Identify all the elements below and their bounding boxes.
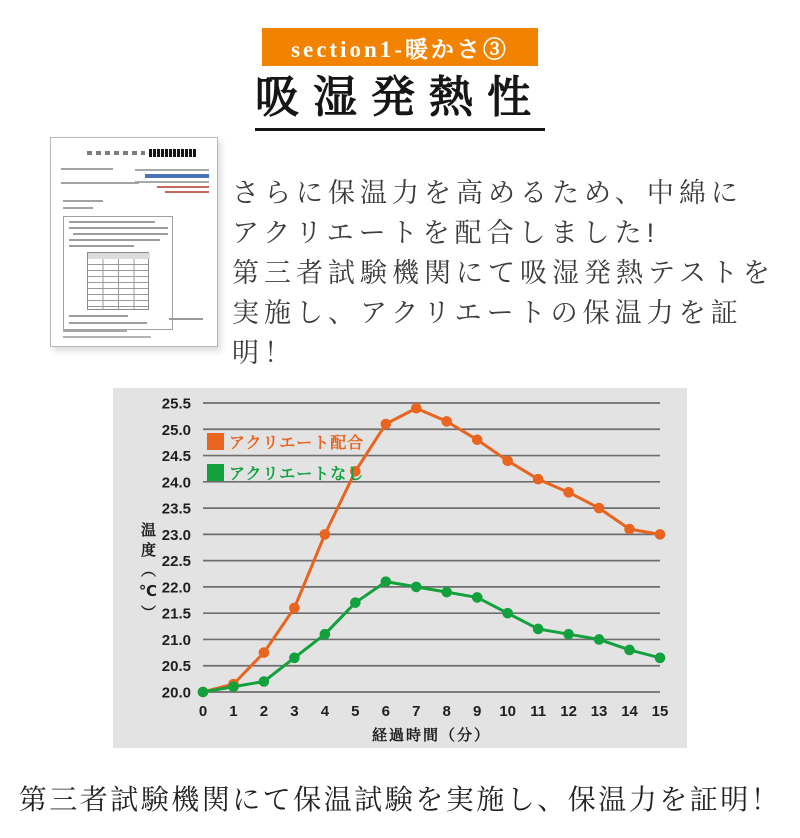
- report-signature-line: [169, 318, 203, 320]
- legend-row-no-acreate: [207, 461, 364, 484]
- svg-text:21.0: 21.0: [161, 632, 191, 650]
- legend-row-acreate: [207, 430, 364, 453]
- report-text-line: [63, 207, 93, 209]
- legend-swatch-orange-icon: [207, 433, 224, 450]
- report-table-header: [88, 253, 150, 259]
- svg-text:24.5: 24.5: [161, 448, 191, 466]
- svg-text:22.0: 22.0: [161, 579, 191, 597]
- svg-text:25.5: 25.5: [161, 395, 191, 413]
- svg-text:23.0: 23.0: [161, 527, 191, 545]
- svg-text:23.5: 23.5: [161, 500, 191, 518]
- report-text-line: [63, 336, 151, 338]
- svg-text:10: 10: [499, 703, 517, 721]
- svg-text:24.0: 24.0: [161, 474, 191, 492]
- svg-text:14: 14: [621, 703, 638, 721]
- report-stamp-red: [157, 186, 209, 188]
- report-text-line: [61, 182, 139, 184]
- svg-text:13: 13: [590, 703, 608, 721]
- report-header-block: [135, 166, 209, 193]
- svg-text:3: 3: [290, 703, 299, 721]
- description-line: 第三者試験機関にて吸湿発熱テストを: [232, 258, 775, 289]
- svg-text:22.5: 22.5: [161, 553, 191, 571]
- description-line: さらに保温力を高めるため、中綿に: [232, 178, 743, 209]
- footer-note: 第三者試験機関にて保温試験を実施し、保温力を証明！: [18, 784, 782, 816]
- report-barcode: [149, 149, 197, 157]
- report-title-text: [87, 151, 145, 155]
- intro-section: [50, 137, 800, 373]
- svg-text:1: 1: [229, 703, 238, 721]
- report-data-table: [87, 252, 149, 310]
- svg-text:20.0: 20.0: [161, 684, 191, 702]
- legend-label: アクリエートなし: [229, 466, 365, 484]
- legend-label: アクリエート配合: [229, 435, 365, 453]
- report-stamp-red: [165, 191, 209, 193]
- svg-text:8: 8: [442, 703, 451, 721]
- svg-text:20.5: 20.5: [161, 658, 191, 676]
- svg-text:6: 6: [381, 703, 390, 721]
- title-wrap: [0, 73, 800, 131]
- svg-text:0: 0: [198, 703, 208, 721]
- svg-text:12: 12: [560, 703, 577, 721]
- report-body-box: [63, 216, 173, 330]
- svg-text:15: 15: [651, 703, 669, 721]
- section-banner: [262, 28, 538, 66]
- description-text: [232, 173, 800, 373]
- chart-legend: [207, 430, 364, 492]
- description-line: アクリエートを配合しました!: [232, 218, 660, 249]
- chart-panel: [113, 388, 687, 748]
- svg-text:経過時間（分）: 経過時間（分）: [371, 727, 492, 745]
- description-line: 実施し、アクリエートの保温力を証明！: [232, 298, 743, 369]
- report-text-line: [63, 330, 127, 332]
- temperature-chart-svg: [113, 388, 687, 748]
- svg-text:9: 9: [473, 703, 482, 721]
- page-title: 吸湿発熱性: [255, 73, 545, 131]
- svg-text:4: 4: [320, 703, 330, 721]
- report-highlight-blue: [145, 174, 209, 178]
- section-banner-label: section1-暖かさ③: [291, 36, 509, 62]
- svg-text:11: 11: [530, 703, 547, 721]
- svg-text:25.0: 25.0: [161, 422, 191, 440]
- svg-text:5: 5: [351, 703, 360, 721]
- test-report-document-image: [50, 137, 218, 347]
- legend-swatch-green-icon: [207, 464, 224, 481]
- report-text-line: [63, 200, 103, 202]
- svg-text:21.5: 21.5: [161, 605, 191, 623]
- svg-text:7: 7: [412, 703, 421, 721]
- report-text-line: [61, 168, 113, 170]
- y-axis-title: 温度（℃）: [139, 522, 156, 626]
- svg-text:2: 2: [259, 703, 269, 721]
